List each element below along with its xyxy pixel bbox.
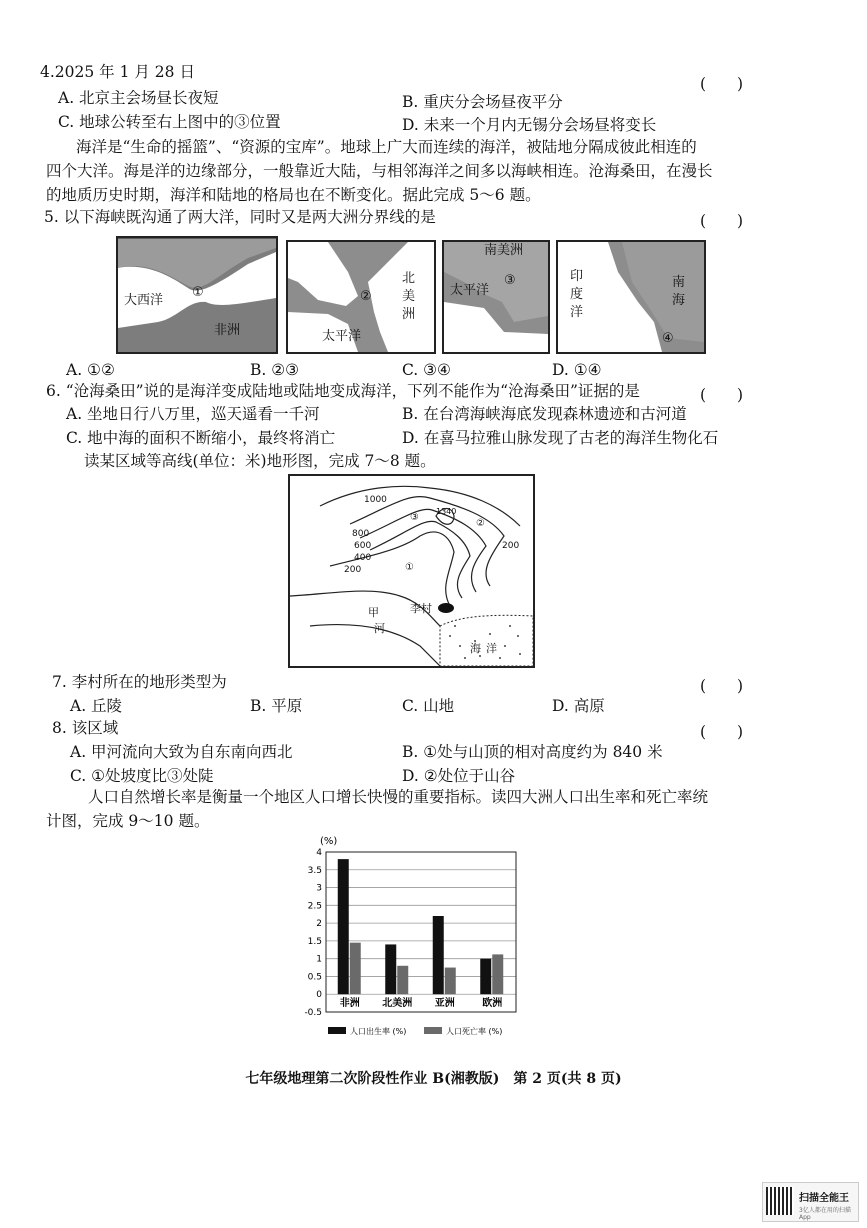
q8-option-d: D. ②处位于山谷 <box>402 767 516 785</box>
q5-option-b: B. ②③ <box>250 361 300 379</box>
q7-stem: 7. 李村所在的地形类型为 <box>52 673 227 691</box>
q4-option-a: A. 北京主会场昼长夜短 <box>58 89 219 107</box>
y-tick-label: 3 <box>316 883 322 894</box>
bar-birth-3 <box>480 959 491 995</box>
contour-label-200-b: 200 <box>502 541 520 551</box>
q7-option-c: C. 山地 <box>402 697 455 715</box>
river-label-jia: 甲 <box>368 606 379 619</box>
q4-option-c: C. 地球公转至右上图中的③位置 <box>58 113 281 131</box>
q5-answer-paren: ( ) <box>700 212 744 230</box>
contour-label-600: 600 <box>354 541 372 551</box>
y-tick-label: 1 <box>316 954 322 965</box>
intro910-line2: 计图，完成 9～10 题。 <box>46 812 210 830</box>
y-tick-label: -0.5 <box>304 1008 322 1018</box>
contour-label-1000: 1000 <box>364 495 387 505</box>
bar-death-1 <box>397 966 408 994</box>
intro56-line1: 海洋是“生命的摇篮”、“资源的宝库”。地球上广大而连续的海洋，被陆地分隔成彼此相连的 <box>76 138 697 156</box>
point-2: ② <box>476 518 485 529</box>
q4-answer-paren: ( ) <box>700 75 744 93</box>
map4-label-yin: 印 <box>570 269 584 284</box>
x-category-label: 北美洲 <box>382 998 413 1010</box>
qr-code-icon <box>766 1187 794 1215</box>
x-category-label: 欧洲 <box>482 998 503 1010</box>
map2-label-pacific: 太平洋 <box>322 329 362 344</box>
legend-swatch <box>424 1027 442 1034</box>
point-1: ① <box>405 562 414 573</box>
y-axis-unit: (%) <box>320 836 338 847</box>
q7-option-a: A. 丘陵 <box>70 697 123 715</box>
q8-option-a: A. 甲河流向大致为自东南向西北 <box>70 743 293 761</box>
contour-label-400: 400 <box>354 553 372 563</box>
map2-label-zhou: 洲 <box>402 307 416 322</box>
q4-option-d: D. 未来一个月内无锡分会场昼将变长 <box>402 116 657 134</box>
scanner-badge <box>762 1182 859 1222</box>
map4-label-nan: 南 <box>672 275 686 290</box>
bar-birth-2 <box>433 916 444 994</box>
intro56-line3: 的地质历史时期，海洋和陆地的格局也在不断变化。据此完成 5～6 题。 <box>46 186 541 204</box>
intro910-line1: 人口自然增长率是衡量一个地区人口增长快慢的重要指标。读四大洲人口出生率和死亡率统 <box>88 788 709 806</box>
map3-label-pacific: 太平洋 <box>450 283 490 298</box>
x-category-label: 亚洲 <box>434 998 455 1010</box>
q6-option-c: C. 地中海的面积不断缩小，最终将消亡 <box>66 429 336 447</box>
q4-option-b: B. 重庆分会场昼夜平分 <box>402 93 563 111</box>
map3-label-3: ③ <box>504 273 516 288</box>
badge-subtitle: 3亿人都在用的扫描App <box>799 1207 851 1221</box>
q7-option-d: D. 高原 <box>552 697 605 715</box>
q8-stem: 8. 该区域 <box>52 719 119 737</box>
q8-option-b: B. ①处与山顶的相对高度约为 840 米 <box>402 743 663 761</box>
x-category-label: 非洲 <box>339 998 360 1010</box>
q5-option-c: C. ③④ <box>402 361 451 379</box>
bar-death-0 <box>350 943 361 995</box>
contour-map <box>288 474 535 668</box>
y-tick-label: 2 <box>316 919 322 930</box>
y-tick-label: 0.5 <box>307 972 322 983</box>
strait-map-1 <box>116 236 278 354</box>
map2-label-2: ② <box>360 289 372 304</box>
river-label-he: 河 <box>374 622 385 635</box>
map1-label-atlantic: 大西洋 <box>124 293 164 308</box>
map1-label-1: ① <box>192 285 204 300</box>
q6-option-b: B. 在台湾海峡海底发现森林遗迹和古河道 <box>402 405 687 423</box>
q6-option-a: A. 坐地日行八万里，巡天遥看一千河 <box>66 405 320 423</box>
sea-label-hai: 海 <box>470 642 481 655</box>
strait-map-3 <box>442 240 550 354</box>
legend-label: 人口出生率 (%) <box>350 1027 407 1036</box>
y-tick-label: 4 <box>316 848 322 858</box>
legend-label: 人口死亡率 (%) <box>446 1027 503 1036</box>
legend-swatch <box>328 1027 346 1034</box>
q7-answer-paren: ( ) <box>700 677 744 695</box>
bar-birth-0 <box>338 859 349 994</box>
badge-title: 扫描全能王 <box>799 1193 849 1204</box>
point-3: ③ <box>410 512 419 523</box>
contour-label-800: 800 <box>352 529 370 539</box>
bar-birth-1 <box>385 944 396 994</box>
map4-label-hai: 海 <box>672 293 686 308</box>
q6-answer-paren: ( ) <box>700 386 744 404</box>
page-footer: 七年级地理第二次阶段性作业 B(湘教版) 第 2 页(共 8 页) <box>245 1071 622 1087</box>
y-tick-label: 0 <box>316 990 322 1001</box>
bar-death-3 <box>492 954 503 994</box>
y-tick-label: 1.5 <box>307 936 322 947</box>
strait-map-4 <box>556 240 706 354</box>
birth-death-rate-chart <box>290 830 540 1050</box>
intro56-line2: 四个大洋。海是洋的边缘部分，一般靠近大陆，与相邻海洋之间多以海峡相连。沧海桑田，在漫长 <box>46 162 713 180</box>
map3-label-samerica: 南美洲 <box>484 243 524 258</box>
q7-option-b: B. 平原 <box>250 697 303 715</box>
q8-option-c: C. ①处坡度比③处陡 <box>70 767 214 785</box>
village-label: 李村 <box>410 602 432 615</box>
intro78: 读某区域等高线(单位：米)地形图，完成 7～8 题。 <box>84 452 436 470</box>
q5-option-a: A. ①② <box>66 361 115 379</box>
map4-label-yang: 洋 <box>570 305 584 320</box>
peak-elevation: 1340 <box>436 507 457 516</box>
q5-stem: 5. 以下海峡既沟通了两大洋，同时又是两大洲分界线的是 <box>44 208 436 226</box>
map1-label-africa: 非洲 <box>214 323 241 338</box>
y-tick-label: 2.5 <box>307 901 322 912</box>
map2-label-mei: 美 <box>402 289 416 304</box>
y-tick-label: 3.5 <box>307 865 322 876</box>
q6-option-d: D. 在喜马拉雅山脉发现了古老的海洋生物化石 <box>402 429 719 447</box>
bar-death-2 <box>445 968 456 995</box>
q5-option-d: D. ①④ <box>552 361 602 379</box>
q8-answer-paren: ( ) <box>700 723 744 741</box>
sea-label-yang: 洋 <box>486 642 497 655</box>
q6-stem: 6. “沧海桑田”说的是海洋变成陆地或陆地变成海洋，下列不能作为“沧海桑田”证据的是 <box>46 382 640 400</box>
contour-label-200: 200 <box>344 565 362 575</box>
map2-label-bei: 北 <box>402 271 416 286</box>
map4-label-du: 度 <box>570 287 584 302</box>
map4-label-4: ④ <box>662 331 674 346</box>
q4-stem: 4.2025 年 1 月 28 日 <box>40 63 195 81</box>
strait-map-2 <box>286 240 436 354</box>
